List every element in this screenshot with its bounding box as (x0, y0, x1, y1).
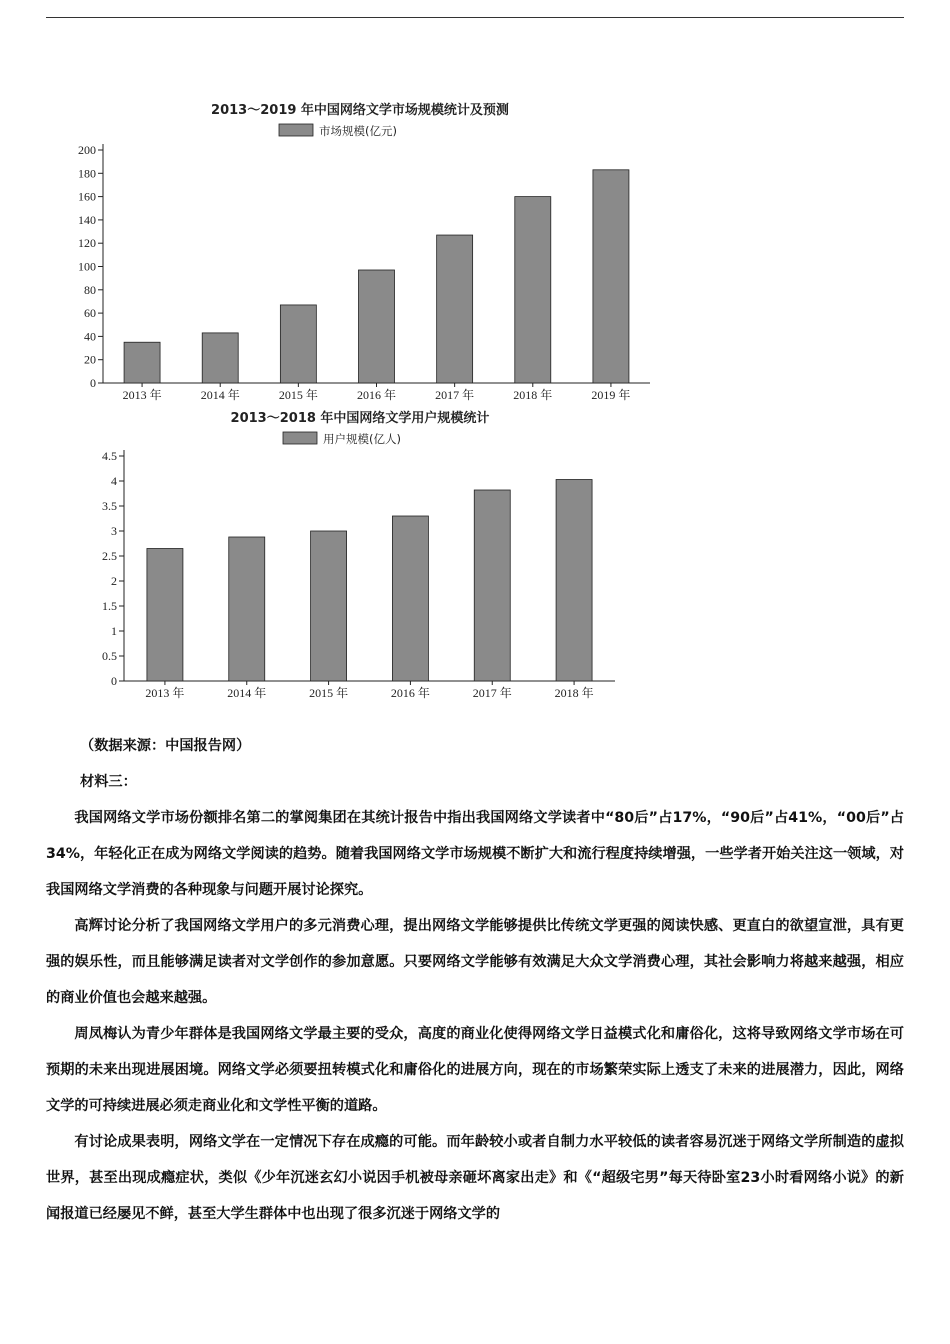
chart-title: 2013～2019 年中国网络文学市场规模统计及预测 (211, 103, 509, 118)
user-size-chart-svg (0, 405, 700, 715)
y-tick-label: 1 (111, 624, 117, 638)
paragraph-4: 有讨论成果表明，网络文学在一定情况下存在成瘾的可能。而年龄较小或者自制力水平较低的读者容易沉迷于网络文学所制造的虚拟世界，甚至出现成瘾症状，类似《少年沉迷玄幻小说因手机被母亲砸坏离家出走》和《“超级宅男”每天待卧室23小时看网络小说》的新闻报道已经屡见不鲜，甚至大学生群体中也出现了很多沉迷于网络文学的 (46, 1134, 904, 1222)
x-tick-label: 2018 年 (513, 388, 553, 402)
bar (556, 480, 592, 682)
y-tick-label: 4 (111, 474, 117, 488)
x-tick-label: 2015 年 (309, 686, 349, 700)
y-tick-label: 2 (111, 574, 117, 588)
legend-swatch (279, 124, 313, 136)
x-tick-label: 2015 年 (278, 388, 318, 402)
y-tick-label: 0 (90, 376, 96, 390)
y-tick-label: 1.5 (102, 599, 117, 613)
bar (311, 531, 347, 681)
bar (359, 270, 395, 383)
source-note: （数据来源：中国报告网） (80, 738, 251, 754)
bar (474, 490, 510, 681)
body-text (46, 800, 904, 1232)
material-heading: 材料三： (80, 774, 137, 790)
x-tick-label: 2017 年 (435, 388, 475, 402)
bar (437, 235, 473, 383)
x-tick-label: 2019 年 (591, 388, 631, 402)
bar (202, 333, 238, 383)
x-tick-label: 2017 年 (472, 686, 512, 700)
y-tick-label: 0 (111, 674, 117, 688)
paragraph-3: 周凤梅认为青少年群体是我国网络文学最主要的受众，高度的商业化使得网络文学日益模式化和庸俗化，这将导致网络文学市场在可预期的未来出现进展困境。网络文学必须要扭转模式化和庸俗化的进展方向，现在的市场繁荣实际上透支了未来的进展潜力，因此，网络文学的可持续进展必须走商业化和文学性平衡的道路。 (46, 1026, 904, 1114)
bar (280, 305, 316, 383)
y-tick-label: 120 (78, 236, 96, 251)
x-tick-label: 2018 年 (554, 686, 594, 700)
x-tick-label: 2016 年 (356, 388, 397, 402)
chart-title: 2013～2018 年中国网络文学用户规模统计 (230, 411, 490, 426)
market-size-chart-svg (0, 95, 700, 410)
y-tick-label: 160 (78, 189, 96, 204)
bar (147, 549, 183, 682)
paragraph-1: 我国网络文学市场份额排名第二的掌阅集团在其统计报告中指出我国网络文学读者中“80后”占17%，“90后”占41%，“00后”占34%，年轻化正在成为网络文学阅读的趋势。随着我国网络文学市场规模不断扩大和流行程度持续增强，一些学者开始关注这一领域，对我国网络文学消费的各种现象与问题开展讨论探究。 (46, 810, 904, 898)
y-tick-label: 80 (84, 282, 96, 297)
y-tick-label: 0.5 (102, 649, 117, 663)
y-tick-label: 180 (78, 166, 96, 181)
y-tick-label: 3.5 (102, 499, 117, 513)
x-tick-label: 2013 年 (122, 388, 162, 402)
bar (515, 197, 551, 383)
bar (593, 170, 629, 383)
x-tick-label: 2013 年 (145, 686, 185, 700)
bar (392, 516, 428, 681)
user-size-chart (0, 405, 700, 715)
legend-label: 用户规模(亿人) (323, 432, 401, 446)
paragraph-2: 高辉讨论分析了我国网络文学用户的多元消费心理，提出网络文学能够提供比传统文学更强的阅读快感、更直白的欲望宣泄，具有更强的娱乐性，而且能够满足读者对文学创作的参加意愿。只要网络文学能够有效满足大众文学消费心理，其社会影响力将越来越强，相应的商业价值也会越来越强。 (46, 918, 904, 1006)
y-tick-label: 40 (84, 329, 96, 344)
market-size-chart (0, 95, 700, 410)
y-tick-label: 200 (78, 143, 96, 157)
x-tick-label: 2014 年 (227, 686, 267, 700)
y-tick-label: 100 (78, 259, 96, 274)
y-tick-label: 20 (84, 352, 96, 367)
legend-label: 市场规模(亿元) (319, 124, 397, 138)
bar (229, 537, 265, 681)
x-tick-label: 2014 年 (200, 388, 240, 402)
y-tick-label: 3 (111, 524, 117, 538)
y-tick-label: 4.5 (102, 449, 117, 463)
x-tick-label: 2016 年 (390, 686, 430, 700)
y-tick-label: 60 (84, 306, 96, 321)
legend-swatch (283, 432, 317, 444)
y-tick-label: 140 (78, 212, 96, 227)
bar (124, 342, 160, 383)
top-rule (46, 17, 904, 18)
y-tick-label: 2.5 (102, 549, 117, 563)
